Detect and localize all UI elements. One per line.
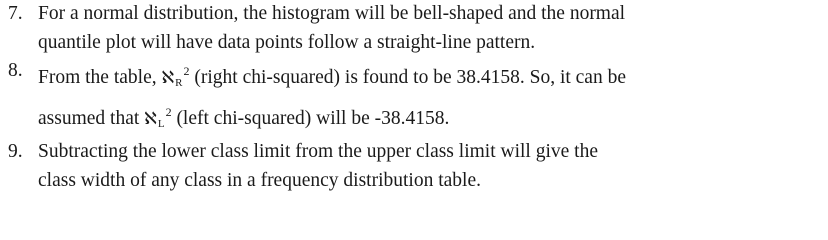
item-text-line: For a normal distribution, the histogram will be bell-shaped and the normal	[38, 3, 626, 24]
item-number: 8.	[8, 60, 23, 81]
subscript-l: L	[157, 117, 165, 130]
item-text-line	[38, 98, 828, 139]
list-item-9	[0, 138, 828, 195]
text-segment: From the table,	[38, 67, 162, 88]
item-number: 7.	[8, 3, 23, 24]
text-segment: assumed that	[38, 107, 145, 129]
item-text-line: Subtracting the lower class limit from the upper class limit will give the	[38, 141, 598, 162]
list-item-8	[0, 57, 828, 138]
item-text-line	[38, 57, 828, 98]
superscript-2: 2	[165, 104, 172, 119]
text-segment: (left chi-squared) will be -38.4158.	[171, 107, 450, 129]
list-item-7	[0, 0, 828, 57]
subscript-r: R	[175, 77, 183, 89]
item-number: 9.	[8, 141, 23, 162]
superscript-2: 2	[183, 64, 190, 78]
item-text-line: class width of any class in a frequency distribution table.	[38, 169, 481, 191]
item-text-line: quantile plot will have data points follow a straight-line pattern.	[38, 31, 536, 53]
chi-symbol: ℵ	[161, 68, 175, 88]
chi-symbol: ℵ	[144, 108, 157, 129]
text-segment: (right chi-squared) is found to be 38.4158. So, it can be	[189, 67, 626, 88]
